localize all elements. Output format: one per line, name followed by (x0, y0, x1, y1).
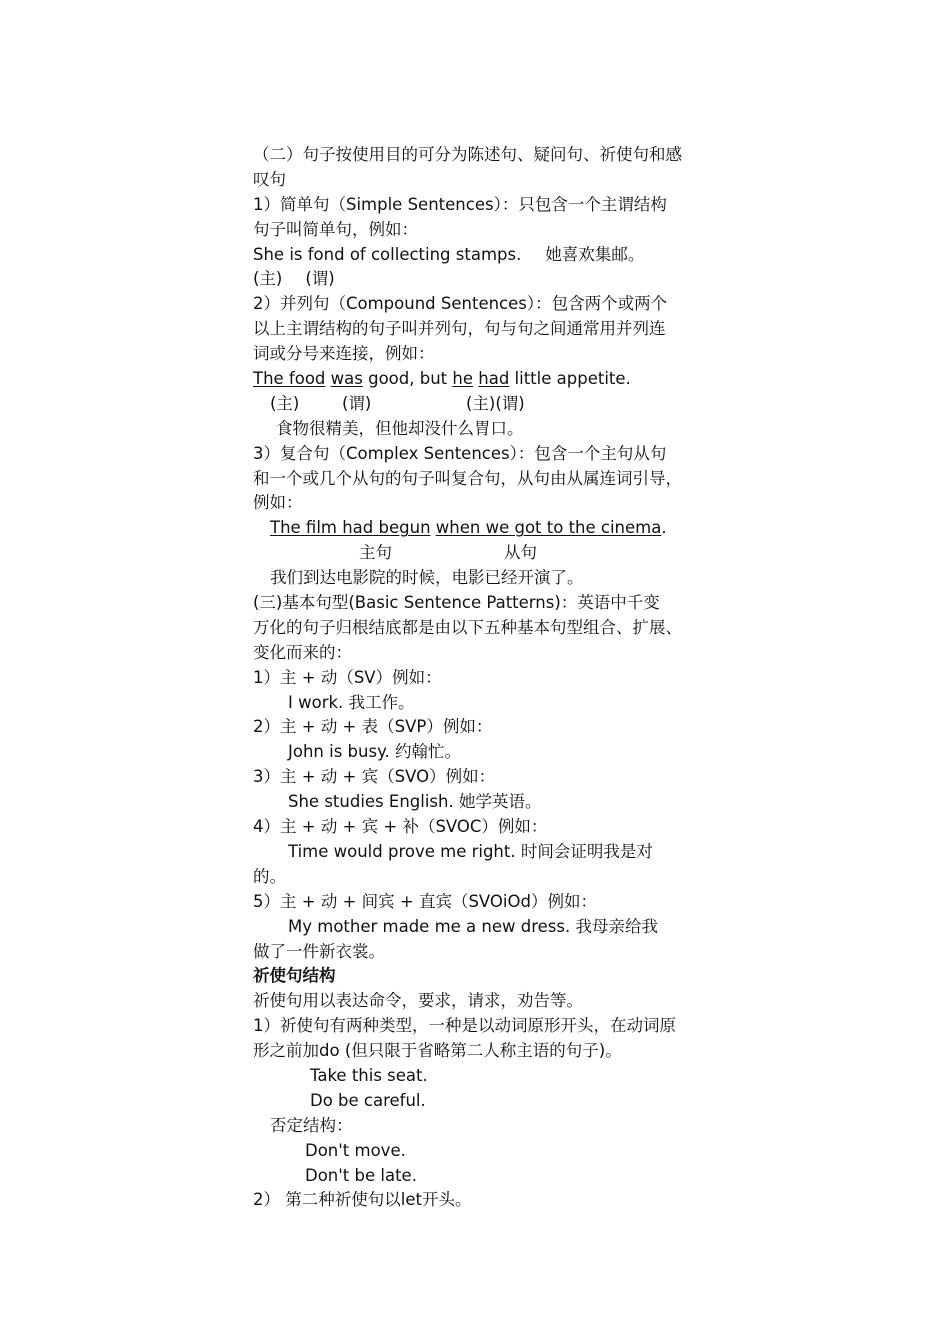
text-line: 2）主 + 动 + 表（SVP）例如： (253, 717, 493, 737)
period: . (661, 518, 667, 538)
text-line: 3）复合句（Complex Sentences）：包含一个主句从句 (253, 443, 667, 463)
grammar-annotation (253, 392, 699, 417)
text-line: 3）主 + 动 + 宾（SVO）例如： (253, 767, 496, 787)
underlined-main-clause: The film had begun (270, 518, 431, 538)
text-line: 1）简单句（Simple Sentences）：只包含一个主谓结构 (253, 194, 667, 214)
sub-clause-label: 从句 (504, 543, 537, 563)
example-line: John is busy. 约翰忙。 (288, 742, 461, 762)
example-line: Don't move. (305, 1140, 406, 1160)
text-line: (三)基本句型(Basic Sentence Patterns)：英语中千变 (253, 593, 660, 613)
subject-predicate-label: (主)(谓) (466, 393, 525, 413)
subject-label: (主) (270, 393, 300, 413)
example-sentence (253, 243, 699, 268)
text-line: 以上主谓结构的句子叫并列句，句与句之间通常用并列连 (253, 319, 666, 339)
predicate-label: (谓) (305, 269, 335, 289)
text-line: 句子叫简单句，例如： (253, 219, 418, 239)
text-line: 5）主 + 动 + 间宾 + 直宾（SVOiOd）例如： (253, 891, 597, 911)
text-line: 做了一件新衣裳。 (253, 941, 385, 961)
text-line: 的。 (253, 866, 286, 886)
document-body (253, 143, 699, 1213)
text-line: 词或分号来连接，例如： (253, 344, 435, 364)
grammar-annotation (253, 267, 699, 292)
translation-line: 食物很精美，但他却没什么胃口。 (276, 418, 524, 438)
underlined-predicate: had (478, 369, 510, 389)
main-clause-label: 主句 (359, 543, 392, 563)
subject-label: (主) (253, 269, 283, 289)
text-line: 1）主 + 动（SV）例如： (253, 667, 442, 687)
predicate-label: (谓) (342, 393, 372, 413)
plain-text: little appetite. (514, 369, 631, 389)
example-line: I work. 我工作。 (288, 692, 415, 712)
example-line: She studies English. 她学英语。 (288, 792, 542, 812)
example-line: My mother made me a new dress. 我母亲给我 (288, 916, 658, 936)
example-line: Take this seat. (310, 1065, 428, 1085)
plain-text: good, but (368, 369, 448, 389)
text-line: 例如： (253, 493, 303, 513)
text-line: 万化的句子归根结底都是由以下五种基本句型组合、扩展、 (253, 617, 682, 637)
text-line: 4）主 + 动 + 宾 + 补（SVOC）例如： (253, 817, 548, 837)
text-line: 2）并列句（Compound Sentences）：包含两个或两个 (253, 294, 668, 314)
underlined-predicate: was (330, 369, 363, 389)
text-line: 1）祈使句有两种类型，一种是以动词原形开头，在动词原 (253, 1016, 676, 1036)
example-english: She is fond of collecting stamps. (253, 244, 522, 264)
example-sentence (253, 367, 699, 392)
section-heading: 祈使句结构 (253, 966, 336, 986)
text-line: （二）句子按使用目的可分为陈述句、疑问句、祈使句和感 (253, 145, 682, 164)
example-line: Time would prove me right. 时间会证明我是对 (288, 841, 653, 861)
text-line: 2） 第二种祈使句以let开头。 (253, 1190, 472, 1210)
text-line: 和一个或几个从句的句子叫复合句，从句由从属连词引导， (253, 468, 682, 488)
clause-annotation (253, 541, 699, 566)
text-line: 形之前加do (但只限于省略第二人称主语的句子)。 (253, 1041, 622, 1061)
example-sentence (253, 516, 699, 541)
text-line: 否定结构： (270, 1115, 353, 1135)
translation-line: 我们到达电影院的时候，电影已经开演了。 (270, 568, 584, 588)
text-line: 叹句 (253, 169, 286, 189)
underlined-sub-clause: when we got to the cinema (435, 518, 662, 538)
text-line: 变化而来的： (253, 642, 352, 662)
underlined-subject: The food (253, 369, 326, 389)
text-line: 祈使句用以表达命令，要求，请求，劝告等。 (253, 991, 583, 1011)
example-translation: 她喜欢集邮。 (545, 244, 645, 264)
underlined-subject: he (452, 369, 473, 389)
example-line: Do be careful. (310, 1090, 426, 1110)
example-line: Don't be late. (305, 1165, 417, 1185)
